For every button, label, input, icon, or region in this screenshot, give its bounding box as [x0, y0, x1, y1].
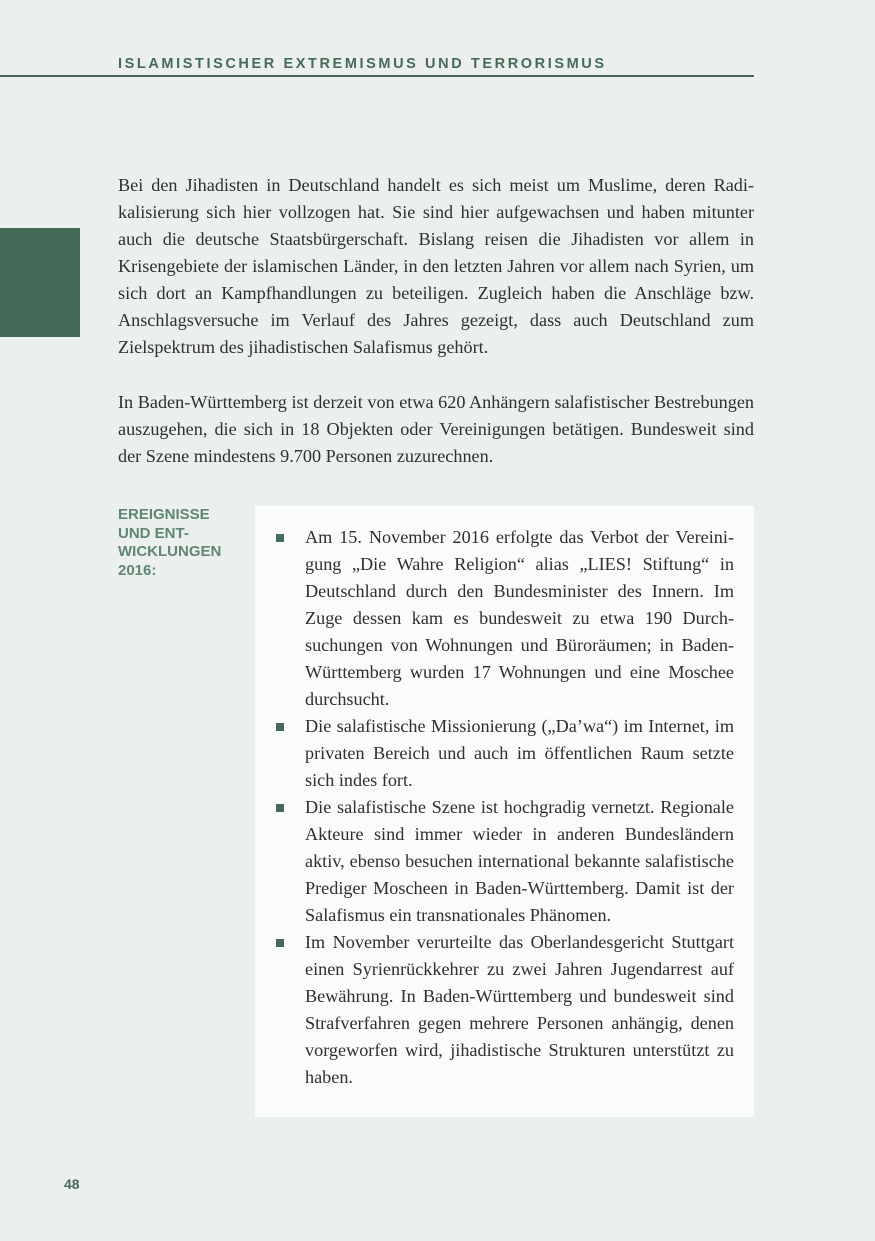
- side-heading-line: 2016:: [118, 561, 157, 579]
- list-item-text: Die salafistische Szene ist hochgradig vernetzt. Regionale Akteure sind immer wieder in anderen Bundesländern aktiv, ebenso besuchen international bekannte salafistische Prediger Moscheen in Baden-Württemberg. Damit ist der Salafismus ein transnationales Phänomen.: [305, 797, 734, 925]
- side-heading-line: EREIGNISSE: [118, 506, 210, 523]
- events-list: [305, 524, 734, 1091]
- list-item: [305, 524, 734, 713]
- square-bullet-icon: [276, 723, 284, 731]
- list-item: [305, 929, 734, 1091]
- page-number: 48: [64, 1176, 80, 1192]
- list-item: [305, 713, 734, 794]
- running-header-title: ISLAMISTISCHER EXTREMISMUS UND TERRORISMUS: [118, 56, 607, 72]
- list-item-text: Im November verurteilte das Oberlandesgericht Stuttgart einen Syrienrückkehrer zu zwei Jahren Jugendarrest auf Bewährung. In Baden-Württemberg und bundesweit sind Strafverfahren gegen mehrere Personen anhängig, denen vorgeworfen wird, jihadistische Strukturen unterstützt zu haben.: [305, 932, 734, 1087]
- body-paragraph: In Baden-Württemberg ist derzeit von etwa 620 Anhängern salafistischer Bestrebungen auszugehen, die sich in 18 Objekten oder Vereinigungen betätigen. Bundesweit sind der Szene mindestens 9.700 Personen zuzurechnen.: [118, 392, 754, 466]
- list-item-text: Die salafistische Missionierung („Da’wa“) im Internet, im privaten Bereich und auch im öffentlichen Raum setzte sich indes fort.: [305, 716, 734, 790]
- list-item: [305, 794, 734, 929]
- square-bullet-icon: [276, 534, 284, 542]
- square-bullet-icon: [276, 939, 284, 947]
- body-paragraph: Bei den Jihadisten in Deutschland handelt es sich meist um Muslime, deren Radikalisierung sich hier vollzogen hat. Sie sind hier aufgewachsen und haben mitunter auch die deutsche Staatsbürgerschaft. Bislang reisen die Jihadisten vor allem in Krisengebiete der islamischen Länder, in den letzten Jahren vor allem nach Syrien, um sich dort an Kampfhandlungen zu beteiligen. Zugleich haben die Anschläge bzw. Anschlagsversuche im Verlauf des Jahres gezeigt, dass auch Deutschland zum Zielspektrum des jihadistischen Salafismus gehört.: [118, 175, 754, 357]
- chapter-tab-marker: [0, 228, 80, 337]
- square-bullet-icon: [276, 804, 284, 812]
- side-heading-line: WICKLUNGEN: [118, 543, 222, 560]
- side-heading-line: UND ENT-: [118, 524, 189, 542]
- header-rule: [0, 75, 754, 77]
- events-box: [255, 506, 754, 1117]
- events-side-heading: [118, 506, 250, 580]
- list-item-text: Am 15. November 2016 erfolgte das Verbot der Vereinigung „Die Wahre Religion“ alias „LIES! Stiftung“ in Deutschland durch den Bundesminister des Innern. Im Zuge dessen kam es bundesweit zu etwa 190 Durchsuchungen von Wohnungen und Büroräumen; in Baden-Württemberg wurden 17 Wohnungen und eine Moschee durchsucht.: [305, 527, 734, 709]
